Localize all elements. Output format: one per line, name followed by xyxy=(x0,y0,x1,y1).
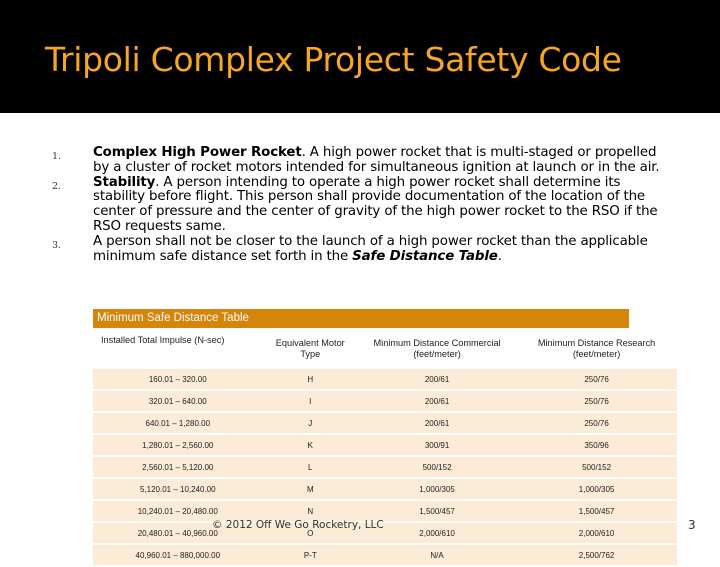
table-cell: 500/152 xyxy=(358,456,516,478)
table-cell: 250/76 xyxy=(516,390,677,412)
table-cell: 500/152 xyxy=(516,456,677,478)
table-cell: K xyxy=(263,434,358,456)
table-cell: 160.01 – 320.00 xyxy=(93,369,263,390)
copyright-footer: © 2012 Off We Go Rocketry, LLC xyxy=(212,519,384,531)
table-cell: 1,000/305 xyxy=(358,478,516,500)
table-cell: N/A xyxy=(358,544,516,566)
table-row xyxy=(93,544,677,566)
table-cell: M xyxy=(263,478,358,500)
table-cell: L xyxy=(263,456,358,478)
table-title: Minimum Safe Distance Table xyxy=(93,309,629,328)
list-item xyxy=(52,235,672,265)
table-cell: 350/96 xyxy=(516,434,677,456)
table-row xyxy=(93,522,677,544)
table-cell: 40,960.01 – 880,000.00 xyxy=(93,544,263,566)
table-cell: P-T xyxy=(263,544,358,566)
list-number: 3. xyxy=(52,239,61,251)
table-cell: H xyxy=(263,369,358,390)
table-cell: I xyxy=(263,390,358,412)
table-cell: N xyxy=(263,500,358,522)
table-cell: 1,280.01 – 2,560.00 xyxy=(93,434,263,456)
list-item xyxy=(52,176,672,235)
item-end: . xyxy=(497,248,502,264)
term-label: Stability xyxy=(93,174,156,190)
table-cell: 2,500/762 xyxy=(516,544,677,566)
column-header: Installed Total Impulse (N-sec) xyxy=(101,335,225,345)
table-row xyxy=(93,434,677,456)
table-cell: 200/61 xyxy=(358,369,516,390)
list-number: 2. xyxy=(52,180,61,192)
column-header: Minimum Distance Commercial (feet/meter) xyxy=(373,337,501,359)
item-text: . A person intending to operate a high power rocket shall determine its stability before flight. This person shall provide documentation of the location of the center of pressure and the center of gravity of the high power rocket to the RSO if the RSO requests same. xyxy=(93,174,658,234)
table-row xyxy=(93,412,677,434)
table-cell: J xyxy=(263,412,358,434)
column-header: Equivalent Motor Type xyxy=(275,337,345,359)
list-number: 1. xyxy=(52,151,61,162)
table-cell: 200/61 xyxy=(358,412,516,434)
table-cell: 200/61 xyxy=(358,390,516,412)
table-reference: Safe Distance Table xyxy=(352,248,498,264)
safety-rules-list xyxy=(52,146,672,264)
table-row xyxy=(93,456,677,478)
table-cell: 2,000/610 xyxy=(516,522,677,544)
item-text: A person shall not be closer to the launch of a high power rocket than the applicable minimum safe distance set forth in the xyxy=(93,233,648,264)
table-cell: 640.01 – 1,280.00 xyxy=(93,412,263,434)
table-header-row xyxy=(93,328,677,369)
table-cell: 250/76 xyxy=(516,369,677,390)
table-cell: O xyxy=(263,522,358,544)
table-row xyxy=(93,500,677,522)
table-cell: 250/76 xyxy=(516,412,677,434)
item-text: . A high power rocket that is multi-staged or propelled by a cluster of rocket motors intended for simultaneous ignition at launch or in the air. xyxy=(93,145,660,175)
table-cell: 1,500/457 xyxy=(516,500,677,522)
table-cell: 10,240.01 – 20,480.00 xyxy=(93,500,263,522)
page-number: 3 xyxy=(688,518,696,532)
slide-title: Tripoli Complex Project Safety Code xyxy=(45,40,622,79)
table-row xyxy=(93,369,677,390)
table-cell: 2,560.01 – 5,120.00 xyxy=(93,456,263,478)
table-row xyxy=(93,478,677,500)
table-cell: 320.01 – 640.00 xyxy=(93,390,263,412)
table-cell: 300/91 xyxy=(358,434,516,456)
list-item xyxy=(52,146,672,176)
table-cell: 5,120.01 – 10,240.00 xyxy=(93,478,263,500)
table-cell: 1,500/457 xyxy=(358,500,516,522)
title-bar xyxy=(0,0,720,113)
table-row xyxy=(93,390,677,412)
table-cell: 2,000/610 xyxy=(358,522,516,544)
table-cell: 1,000/305 xyxy=(516,478,677,500)
column-header: Minimum Distance Research (feet/meter) xyxy=(537,337,656,359)
term-label: Complex High Power Rocket xyxy=(93,145,302,160)
safe-distance-table xyxy=(93,328,677,567)
table-cell: 20,480.01 – 40,960.00 xyxy=(93,522,263,544)
